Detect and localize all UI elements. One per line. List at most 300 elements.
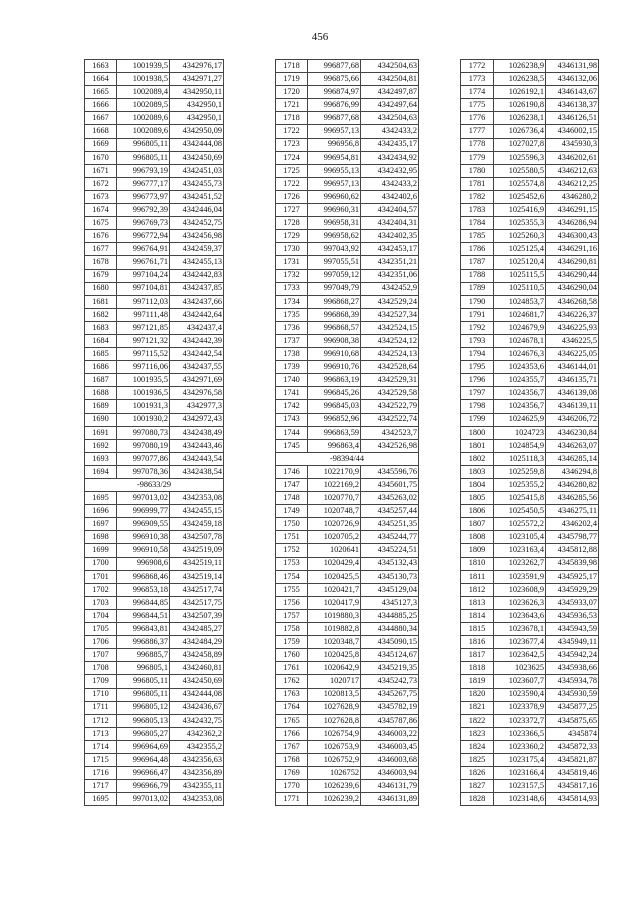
point-number-cell: 1696 xyxy=(85,505,117,518)
y-coordinate-cell: 4345819,46 xyxy=(546,767,599,780)
y-coordinate-cell: 4342524,15 xyxy=(361,321,419,334)
y-coordinate-cell: 4346212,63 xyxy=(546,164,599,177)
table-row xyxy=(461,348,599,361)
table-row xyxy=(85,86,224,99)
x-coordinate-cell: 1023590,4 xyxy=(494,688,546,701)
x-coordinate-cell: 1020421,7 xyxy=(308,583,361,596)
point-number-cell: 1766 xyxy=(276,727,308,740)
table-row xyxy=(85,256,224,269)
point-number-cell: 1719 xyxy=(276,73,308,86)
y-coordinate-cell: 4346003,94 xyxy=(361,767,419,780)
x-coordinate-cell: 1020641 xyxy=(308,544,361,557)
x-coordinate-cell: 1023262,7 xyxy=(494,557,546,570)
x-coordinate-cell: 1026190,8 xyxy=(494,99,546,112)
y-coordinate-cell: 4342522,74 xyxy=(361,413,419,426)
x-coordinate-cell: 1024681,7 xyxy=(494,308,546,321)
table-row xyxy=(276,73,419,86)
table-row xyxy=(461,465,599,478)
table-row xyxy=(85,636,224,649)
point-number-cell: 1782 xyxy=(461,190,494,203)
table-row xyxy=(276,99,419,112)
table-row xyxy=(461,204,599,217)
table-row xyxy=(276,596,419,609)
point-number-cell: 1810 xyxy=(461,557,494,570)
x-coordinate-cell: 997121,85 xyxy=(117,321,170,334)
point-number-cell: 1751 xyxy=(276,531,308,544)
point-number-cell: 1779 xyxy=(461,151,494,164)
point-number-cell: 1828 xyxy=(461,793,494,806)
table-row xyxy=(461,256,599,269)
x-coordinate-cell: 996868,39 xyxy=(308,308,361,321)
x-coordinate-cell: 1020705,2 xyxy=(308,531,361,544)
x-coordinate-cell: 996956,8 xyxy=(308,138,361,151)
point-number-cell: 1687 xyxy=(85,374,117,387)
y-coordinate-cell: 4346268,58 xyxy=(546,295,599,308)
x-coordinate-cell: 996764,91 xyxy=(117,243,170,256)
x-coordinate-cell: 997104,24 xyxy=(117,269,170,282)
y-coordinate-cell: 4345938,66 xyxy=(546,662,599,675)
x-coordinate-cell: 996845,26 xyxy=(308,387,361,400)
y-coordinate-cell: 4346131,89 xyxy=(361,793,419,806)
table-row xyxy=(85,793,224,806)
y-coordinate-cell: 4346131,98 xyxy=(546,60,599,73)
point-number-cell: 1681 xyxy=(85,295,117,308)
y-coordinate-cell: 4346291,16 xyxy=(546,243,599,256)
point-number-cell: 1764 xyxy=(276,701,308,714)
point-number-cell: 1721 xyxy=(276,99,308,112)
point-number-cell: 1674 xyxy=(85,204,117,217)
table-row xyxy=(85,701,224,714)
table-row xyxy=(461,151,599,164)
point-number-cell: 1808 xyxy=(461,531,494,544)
x-coordinate-cell: 1001935,5 xyxy=(117,374,170,387)
point-number-cell: 1722 xyxy=(276,177,308,190)
table-row xyxy=(276,177,419,190)
x-coordinate-cell: 997049,79 xyxy=(308,282,361,295)
table-row xyxy=(276,793,419,806)
y-coordinate-cell: 4346225,05 xyxy=(546,348,599,361)
y-coordinate-cell: 4345090,15 xyxy=(361,636,419,649)
point-number-cell: 1749 xyxy=(276,505,308,518)
point-number-cell: 1688 xyxy=(85,387,117,400)
point-number-cell: 1727 xyxy=(276,204,308,217)
x-coordinate-cell: 997115,52 xyxy=(117,348,170,361)
point-number-cell: 1677 xyxy=(85,243,117,256)
point-number-cell: 1664 xyxy=(85,73,117,86)
table-row xyxy=(461,282,599,295)
point-number-cell: 1820 xyxy=(461,688,494,701)
point-number-cell: 1663 xyxy=(85,60,117,73)
x-coordinate-cell: 1023591,9 xyxy=(494,570,546,583)
x-coordinate-cell: 1022170,9 xyxy=(308,465,361,478)
x-coordinate-cell: 997080,73 xyxy=(117,426,170,439)
table-row xyxy=(85,452,224,465)
y-coordinate-cell: 4342517,75 xyxy=(170,596,224,609)
table-row xyxy=(276,557,419,570)
point-number-cell: 1777 xyxy=(461,125,494,138)
y-coordinate-cell: 4342434,92 xyxy=(361,151,419,164)
table-row xyxy=(276,164,419,177)
table-row xyxy=(461,308,599,321)
table-row xyxy=(85,361,224,374)
x-coordinate-cell: 997078,36 xyxy=(117,465,170,478)
x-coordinate-cell: 996960,31 xyxy=(308,204,361,217)
table-row xyxy=(276,767,419,780)
x-coordinate-cell: 1026239,2 xyxy=(308,793,361,806)
point-number-cell: 1708 xyxy=(85,662,117,675)
x-coordinate-cell: 1026754,9 xyxy=(308,727,361,740)
y-coordinate-cell: 4345933,07 xyxy=(546,596,599,609)
y-coordinate-cell: 4342436,67 xyxy=(170,701,224,714)
y-coordinate-cell: 4346280,2 xyxy=(546,190,599,203)
point-number-cell: 1672 xyxy=(85,177,117,190)
y-coordinate-cell: 4346290,81 xyxy=(546,256,599,269)
y-coordinate-cell: 4345943,59 xyxy=(546,623,599,636)
x-coordinate-cell: 997121,32 xyxy=(117,334,170,347)
y-coordinate-cell: 4345812,88 xyxy=(546,544,599,557)
x-coordinate-cell: 996805,11 xyxy=(117,688,170,701)
y-coordinate-cell: 4342497,64 xyxy=(361,99,419,112)
table-row xyxy=(85,334,224,347)
point-number-cell: 1691 xyxy=(85,426,117,439)
table-row xyxy=(276,479,419,492)
table-row xyxy=(276,295,419,308)
x-coordinate-cell: 1025260,3 xyxy=(494,230,546,243)
point-number-cell: 1767 xyxy=(276,740,308,753)
y-coordinate-cell: 4346143,67 xyxy=(546,86,599,99)
x-coordinate-cell: 1023378,9 xyxy=(494,701,546,714)
point-number-cell: 1797 xyxy=(461,387,494,400)
x-coordinate-cell: 1024678,1 xyxy=(494,334,546,347)
x-coordinate-cell: 1025450,5 xyxy=(494,505,546,518)
table-row xyxy=(85,557,224,570)
y-coordinate-cell: 4342524,12 xyxy=(361,334,419,347)
y-coordinate-cell: 4345601,75 xyxy=(361,479,419,492)
y-coordinate-cell: 4345925,17 xyxy=(546,570,599,583)
x-coordinate-cell: 996958,31 xyxy=(308,217,361,230)
y-coordinate-cell: 4346139,11 xyxy=(546,400,599,413)
point-number-cell: 1778 xyxy=(461,138,494,151)
x-coordinate-cell: 997059,12 xyxy=(308,269,361,282)
coordinates-table-right xyxy=(460,59,599,806)
x-coordinate-cell: 1025355,2 xyxy=(494,479,546,492)
y-coordinate-cell: 4346144,01 xyxy=(546,361,599,374)
table-row xyxy=(85,465,224,478)
y-coordinate-cell: 4342442,83 xyxy=(170,269,224,282)
point-number-cell: 1682 xyxy=(85,308,117,321)
point-number-cell: 1793 xyxy=(461,334,494,347)
x-coordinate-cell: 996793,19 xyxy=(117,164,170,177)
point-number-cell: 1816 xyxy=(461,636,494,649)
table-row xyxy=(461,217,599,230)
point-number-cell: 1707 xyxy=(85,649,117,662)
y-coordinate-cell: 4346286,94 xyxy=(546,217,599,230)
x-coordinate-cell: 1024723 xyxy=(494,426,546,439)
x-coordinate-cell: 1020642,9 xyxy=(308,662,361,675)
y-coordinate-cell: 4342437,66 xyxy=(170,295,224,308)
point-number-cell: 1695 xyxy=(85,492,117,505)
point-number-cell: 1744 xyxy=(276,426,308,439)
y-coordinate-cell: 4345219,35 xyxy=(361,662,419,675)
table-row xyxy=(85,112,224,125)
point-number-cell: 1668 xyxy=(85,125,117,138)
y-coordinate-cell: 4346202,4 xyxy=(546,518,599,531)
table-row xyxy=(276,282,419,295)
point-number-cell: 1699 xyxy=(85,544,117,557)
point-number-cell: 1737 xyxy=(276,334,308,347)
table-row xyxy=(276,662,419,675)
y-coordinate-cell: 4342353,08 xyxy=(170,793,224,806)
y-coordinate-cell: 4345124,67 xyxy=(361,649,419,662)
y-coordinate-cell: 4342950,1 xyxy=(170,112,224,125)
table-row xyxy=(85,217,224,230)
table-row xyxy=(276,361,419,374)
x-coordinate-cell: 1026192,1 xyxy=(494,86,546,99)
y-coordinate-cell: 4345874 xyxy=(546,727,599,740)
y-coordinate-cell: 4342356,63 xyxy=(170,753,224,766)
y-coordinate-cell: 4346291,15 xyxy=(546,204,599,217)
table-row xyxy=(461,99,599,112)
table-row xyxy=(85,99,224,112)
table-row xyxy=(85,374,224,387)
table-row xyxy=(276,256,419,269)
y-coordinate-cell: 4346139,08 xyxy=(546,387,599,400)
table-row xyxy=(85,780,224,793)
point-number-cell: 1802 xyxy=(461,452,494,465)
x-coordinate-cell: 1019880,3 xyxy=(308,609,361,622)
x-coordinate-cell: 996863,4 xyxy=(308,439,361,452)
y-coordinate-cell: 4346285,56 xyxy=(546,492,599,505)
table-row xyxy=(85,439,224,452)
point-number-cell: 1735 xyxy=(276,308,308,321)
table-row xyxy=(276,583,419,596)
table-row xyxy=(461,374,599,387)
point-number-cell: 1748 xyxy=(276,492,308,505)
x-coordinate-cell: 1024353,6 xyxy=(494,361,546,374)
point-number-cell: 1813 xyxy=(461,596,494,609)
x-coordinate-cell: 996773,97 xyxy=(117,190,170,203)
table-row xyxy=(276,675,419,688)
point-number-cell: 1756 xyxy=(276,596,308,609)
y-coordinate-cell: 4342444,08 xyxy=(170,138,224,151)
point-number-cell: 1806 xyxy=(461,505,494,518)
x-coordinate-cell: 996852,96 xyxy=(308,413,361,426)
point-number-cell: 1690 xyxy=(85,413,117,426)
point-number-cell: 1743 xyxy=(276,413,308,426)
y-coordinate-cell: 4342529,31 xyxy=(361,374,419,387)
point-number-cell: 1720 xyxy=(276,86,308,99)
table-row xyxy=(461,793,599,806)
point-number-cell: 1809 xyxy=(461,544,494,557)
point-number-cell: 1822 xyxy=(461,714,494,727)
y-coordinate-cell: 4342355,11 xyxy=(170,780,224,793)
y-coordinate-cell: 4345263,02 xyxy=(361,492,419,505)
point-number-cell: 1711 xyxy=(85,701,117,714)
x-coordinate-cell: 996844,85 xyxy=(117,596,170,609)
table-row xyxy=(461,557,599,570)
point-number-cell: 1669 xyxy=(85,138,117,151)
table-row xyxy=(276,531,419,544)
table-row xyxy=(85,190,224,203)
point-number-cell: 1731 xyxy=(276,256,308,269)
point-number-cell: 1680 xyxy=(85,282,117,295)
point-number-cell: 1702 xyxy=(85,583,117,596)
x-coordinate-cell: 996964,69 xyxy=(117,740,170,753)
table-row xyxy=(461,334,599,347)
x-coordinate-cell: 997043,92 xyxy=(308,243,361,256)
y-coordinate-cell: 4342443,46 xyxy=(170,439,224,452)
y-coordinate-cell: 4346290,04 xyxy=(546,282,599,295)
x-coordinate-cell: 1020425,5 xyxy=(308,570,361,583)
y-coordinate-cell: 4342527,34 xyxy=(361,308,419,321)
table-row xyxy=(85,753,224,766)
x-coordinate-cell: 1025125,4 xyxy=(494,243,546,256)
table-row xyxy=(276,740,419,753)
y-coordinate-cell: 4342976,17 xyxy=(170,60,224,73)
x-coordinate-cell: 996958,62 xyxy=(308,230,361,243)
y-coordinate-cell: 4345930,59 xyxy=(546,688,599,701)
x-coordinate-cell: 997080,19 xyxy=(117,439,170,452)
y-coordinate-cell: 4346212,25 xyxy=(546,177,599,190)
x-coordinate-cell: 1020813,5 xyxy=(308,688,361,701)
y-coordinate-cell: 4345936,53 xyxy=(546,609,599,622)
point-number-cell: 1734 xyxy=(276,295,308,308)
y-coordinate-cell: 4342460,81 xyxy=(170,662,224,675)
x-coordinate-cell: 1024676,3 xyxy=(494,348,546,361)
y-coordinate-cell: 4342507,39 xyxy=(170,609,224,622)
x-coordinate-cell: 996805,12 xyxy=(117,701,170,714)
x-coordinate-cell: 996772,94 xyxy=(117,230,170,243)
table-row xyxy=(85,740,224,753)
y-coordinate-cell: 4346003,45 xyxy=(361,740,419,753)
point-number-cell: 1825 xyxy=(461,753,494,766)
y-coordinate-cell: 4342450,69 xyxy=(170,151,224,164)
x-coordinate-cell: 1020429,4 xyxy=(308,557,361,570)
y-coordinate-cell: 4342507,78 xyxy=(170,531,224,544)
point-number-cell: 1773 xyxy=(461,73,494,86)
point-number-cell: 1761 xyxy=(276,662,308,675)
point-number-cell: 1819 xyxy=(461,675,494,688)
y-coordinate-cell: 4345130,73 xyxy=(361,570,419,583)
x-coordinate-cell: 1025416,9 xyxy=(494,204,546,217)
y-coordinate-cell: 4345877,25 xyxy=(546,701,599,714)
x-coordinate-cell: 1026752 xyxy=(308,767,361,780)
table-row xyxy=(461,492,599,505)
x-coordinate-cell: 1025415,8 xyxy=(494,492,546,505)
table-row xyxy=(276,60,419,73)
point-number-cell: 1770 xyxy=(276,780,308,793)
table-row xyxy=(461,361,599,374)
table-row xyxy=(276,649,419,662)
table-row xyxy=(461,636,599,649)
x-coordinate-cell: 1024356,7 xyxy=(494,387,546,400)
x-coordinate-cell: 1002089,6 xyxy=(117,125,170,138)
x-coordinate-cell: 1023366,5 xyxy=(494,727,546,740)
point-number-cell: 1803 xyxy=(461,465,494,478)
table-row xyxy=(85,570,224,583)
point-number-cell: 1741 xyxy=(276,387,308,400)
table-row xyxy=(461,714,599,727)
point-number-cell: 1718 xyxy=(276,60,308,73)
point-number-cell: 1714 xyxy=(85,740,117,753)
x-coordinate-cell: 1026238,1 xyxy=(494,112,546,125)
point-number-cell: 1799 xyxy=(461,413,494,426)
point-number-cell: 1724 xyxy=(276,151,308,164)
table-row xyxy=(276,688,419,701)
point-number-cell: 1784 xyxy=(461,217,494,230)
x-coordinate-cell: 1027628,9 xyxy=(308,701,361,714)
x-coordinate-cell: 996960,62 xyxy=(308,190,361,203)
point-number-cell: 1715 xyxy=(85,753,117,766)
point-number-cell: 1801 xyxy=(461,439,494,452)
point-number-cell: 1762 xyxy=(276,675,308,688)
x-coordinate-cell: 1026239,6 xyxy=(308,780,361,793)
table-row xyxy=(461,479,599,492)
table-row xyxy=(461,230,599,243)
table-row xyxy=(85,767,224,780)
table-row xyxy=(276,151,419,164)
x-coordinate-cell: 996966,47 xyxy=(117,767,170,780)
y-coordinate-cell: 4342442,64 xyxy=(170,308,224,321)
table-row xyxy=(276,439,419,452)
table-row xyxy=(85,413,224,426)
y-coordinate-cell: 4346263,07 xyxy=(546,439,599,452)
y-coordinate-cell: 4342356,89 xyxy=(170,767,224,780)
y-coordinate-cell: 4342437,55 xyxy=(170,361,224,374)
y-coordinate-cell: 4342976,58 xyxy=(170,387,224,400)
y-coordinate-cell: 4342504,63 xyxy=(361,60,419,73)
y-coordinate-cell: 4342458,89 xyxy=(170,649,224,662)
section-label: -98394/44 xyxy=(276,452,419,465)
y-coordinate-cell: 4342484,29 xyxy=(170,636,224,649)
point-number-cell: 1811 xyxy=(461,570,494,583)
table-row xyxy=(276,780,419,793)
table-row xyxy=(85,518,224,531)
table-row xyxy=(85,177,224,190)
x-coordinate-cell: 1025355,3 xyxy=(494,217,546,230)
y-coordinate-cell: 4346131,79 xyxy=(361,780,419,793)
y-coordinate-cell: 4342529,24 xyxy=(361,295,419,308)
table-row xyxy=(276,609,419,622)
x-coordinate-cell: 1020417,9 xyxy=(308,596,361,609)
point-number-cell: 1795 xyxy=(461,361,494,374)
x-coordinate-cell: 1023148,6 xyxy=(494,793,546,806)
point-number-cell: 1712 xyxy=(85,714,117,727)
x-coordinate-cell: 1025110,5 xyxy=(494,282,546,295)
point-number-cell: 1665 xyxy=(85,86,117,99)
table-row xyxy=(461,452,599,465)
point-number-cell: 1804 xyxy=(461,479,494,492)
table-row xyxy=(276,544,419,557)
point-number-cell: 1781 xyxy=(461,177,494,190)
table-row xyxy=(85,544,224,557)
y-coordinate-cell: 4345596,76 xyxy=(361,465,419,478)
y-coordinate-cell: 4346135,71 xyxy=(546,374,599,387)
table-row xyxy=(85,348,224,361)
table-row xyxy=(85,151,224,164)
y-coordinate-cell: 4342351,21 xyxy=(361,256,419,269)
table-row xyxy=(276,387,419,400)
x-coordinate-cell: 1020348,7 xyxy=(308,636,361,649)
x-coordinate-cell: 996910,58 xyxy=(117,544,170,557)
table-row xyxy=(461,727,599,740)
x-coordinate-cell: 996886,37 xyxy=(117,636,170,649)
coordinates-table-left xyxy=(84,59,224,806)
table-row xyxy=(85,125,224,138)
y-coordinate-cell: 4342455,73 xyxy=(170,177,224,190)
point-number-cell: 1792 xyxy=(461,321,494,334)
y-coordinate-cell: 4345132,43 xyxy=(361,557,419,570)
